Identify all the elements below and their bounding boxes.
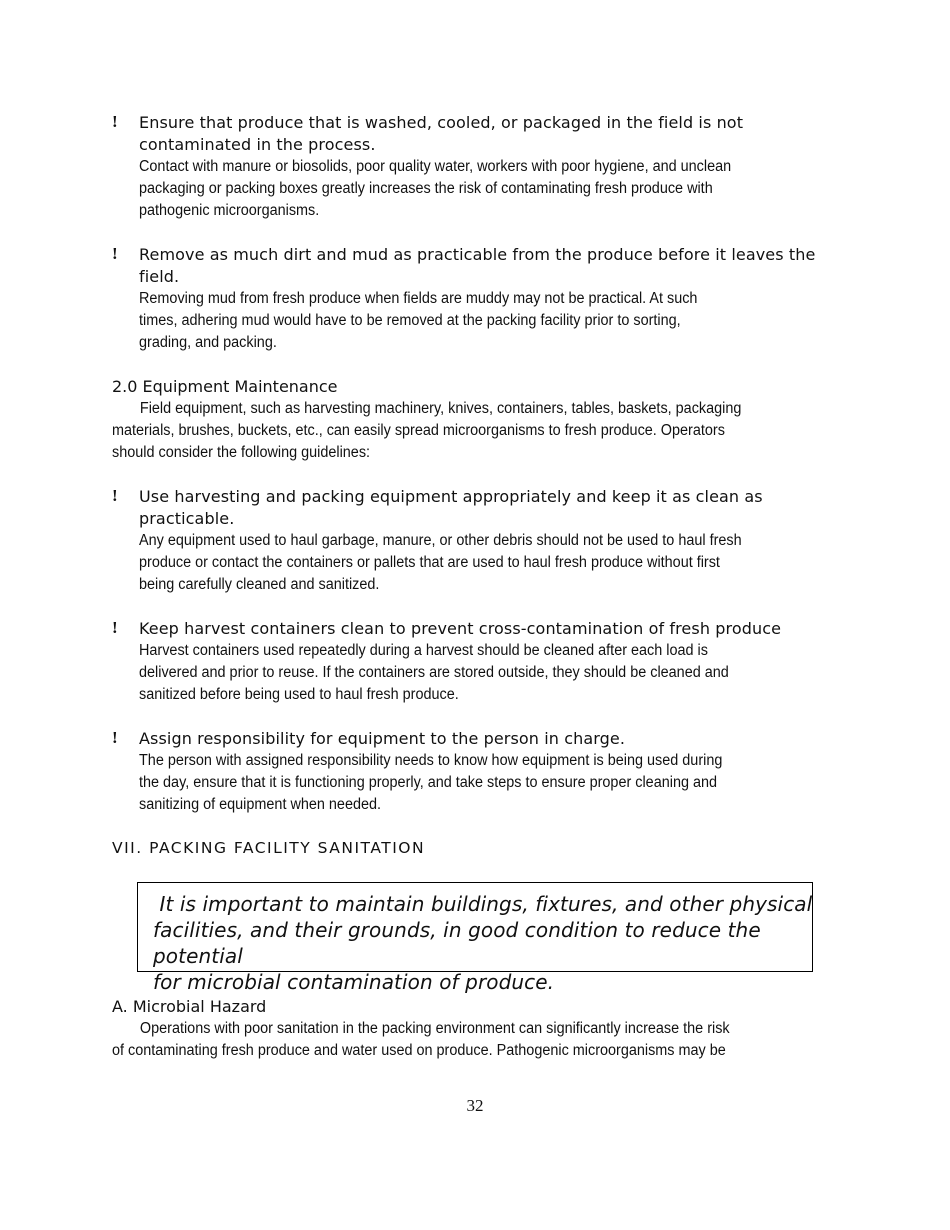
- bullet-item: [112, 486, 842, 596]
- bullet-body: Removing mud from fresh produce when fields are muddy may not be practical. At such times, adhering mud would have to be removed at the packing facility prior to sorting, grading, and packing.: [139, 290, 698, 351]
- bullet-mark: !: [112, 618, 118, 637]
- subsection-heading: A. Microbial Hazard: [112, 997, 267, 1016]
- bullet-heading: Use harvesting and packing equipment appropriately and keep it as clean as practicable.: [139, 487, 763, 528]
- callout-text: It is important to maintain buildings, fixtures, and other physical facilities, and their grounds, in good condition to reduce the potential for microbial contamination of produce.: [153, 892, 813, 994]
- bullet-mark: !: [112, 244, 118, 263]
- bullet-body: Harvest containers used repeatedly during a harvest should be cleaned after each load is delivered and prior to reuse. If the containers are stored outside, they should be cleaned and sanitized before being used to haul fresh produce.: [139, 642, 729, 703]
- bullet-heading: Ensure that produce that is washed, cooled, or packaged in the field is not contaminated in the process.: [139, 113, 744, 154]
- bullet-heading: Remove as much dirt and mud as practicable from the produce before it leaves the field.: [139, 245, 816, 286]
- bullet-item: [112, 618, 842, 706]
- bullet-item: [112, 112, 842, 222]
- chapter-heading: VII. PACKING FACILITY SANITATION: [112, 839, 426, 857]
- section-intro: Field equipment, such as harvesting machinery, knives, containers, tables, baskets, packaging materials, brushes, buckets, etc., can easily spread microorganisms to fresh produce. Operators should consider the following guidelines:: [112, 400, 742, 461]
- bullet-body: Any equipment used to haul garbage, manure, or other debris should not be used to haul fresh produce or contact the containers or pallets that are used to haul fresh produce without first being carefully cleaned and sanitized.: [139, 532, 742, 593]
- bullet-mark: !: [112, 486, 118, 505]
- bullet-body: Contact with manure or biosolids, poor quality water, workers with poor hygiene, and unclean packaging or packing boxes greatly increases the risk of contaminating fresh produce with pathogenic microorganisms.: [139, 158, 732, 219]
- subsection-intro: Operations with poor sanitation in the packing environment can significantly increase the risk of contaminating fresh produce and water used on produce. Pathogenic microorganisms may be: [112, 1020, 730, 1059]
- bullet-heading: Assign responsibility for equipment to the person in charge.: [139, 729, 626, 748]
- bullet-mark: !: [112, 112, 118, 131]
- page-number: 32: [466, 1096, 484, 1115]
- section-heading: 2.0 Equipment Maintenance: [112, 377, 338, 396]
- bullet-body: The person with assigned responsibility needs to know how equipment is being used during the day, ensure that it is functioning properly, and take steps to ensure proper cleaning and sanitizing of equipment when needed.: [139, 752, 723, 813]
- bullet-item: [112, 244, 842, 354]
- bullet-mark: !: [112, 728, 118, 747]
- bullet-item: [112, 728, 842, 816]
- callout-box: [137, 882, 813, 994]
- bullet-heading: Keep harvest containers clean to prevent cross-contamination of fresh produce: [139, 619, 782, 638]
